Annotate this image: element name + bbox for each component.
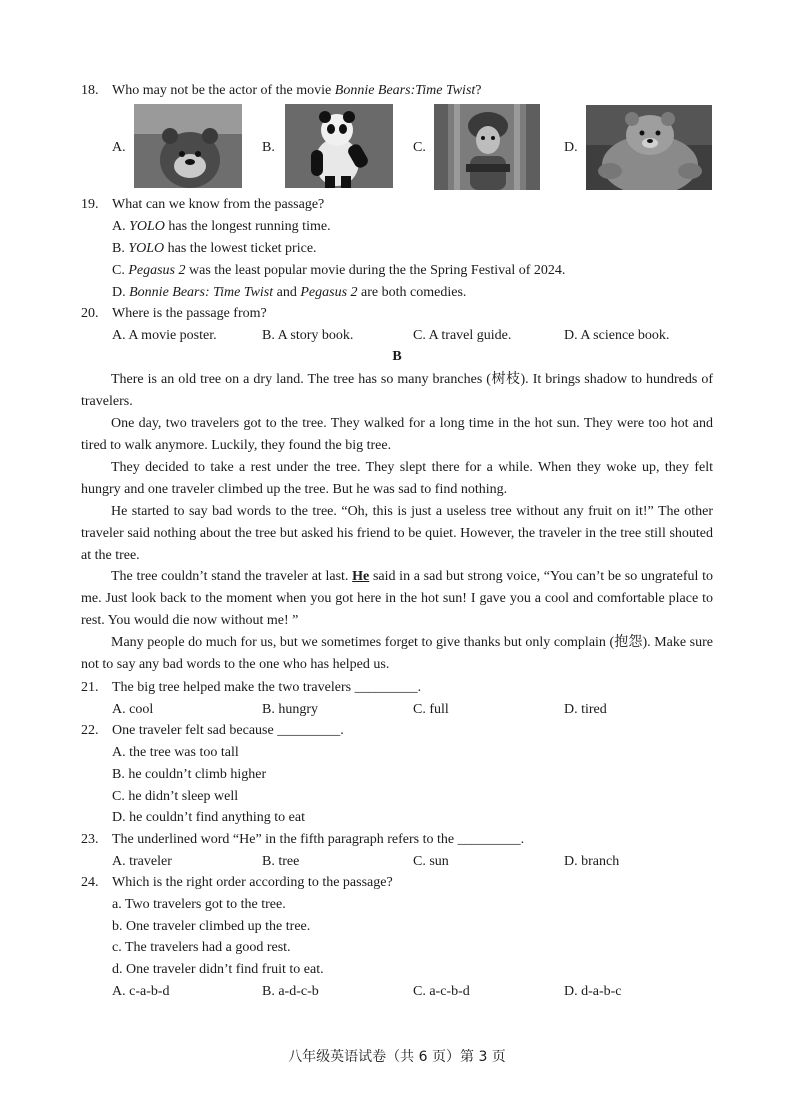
- question-text: Which is the right order according to the passage?: [112, 875, 393, 890]
- option-d: D. A science book.: [564, 328, 670, 343]
- option-a-label: A.: [112, 140, 126, 155]
- option-b: B. YOLO has the lowest ticket price.: [112, 241, 317, 256]
- option-a: A. traveler: [112, 854, 172, 869]
- question-text: The underlined word “He” in the fifth paragraph refers to the _________.: [112, 832, 525, 847]
- question-text: Where is the passage from?: [112, 306, 267, 321]
- option-c: C. A travel guide.: [413, 328, 512, 343]
- page-footer: 八年级英语试卷（共 6 页）第 3 页: [288, 1049, 506, 1065]
- option-a: A. A movie poster.: [112, 328, 217, 343]
- question-text: What can we know from the passage?: [112, 197, 325, 212]
- passage-paragraph-2: One day, two travelers got to the tree. They walked for a long time in the hot sun. They were too hot and tired to walk anymore. Luckily, they found the big tree.: [81, 416, 713, 453]
- option-c: C. sun: [413, 854, 449, 869]
- passage-paragraph-6: Many people do much for us, but we sometimes forget to give thanks but only complain (抱怨). Make sure not to say any bad words to the one who has helped us.: [81, 635, 713, 672]
- option-a: A. the tree was too tall: [112, 745, 239, 760]
- panda-character-image: [285, 104, 393, 188]
- option-d: D. branch: [564, 854, 620, 869]
- passage-paragraph-1: There is an old tree on a dry land. The tree has so many branches (树枝). It brings shadow to hundreds of travelers.: [81, 372, 713, 409]
- question-number: 22.: [81, 723, 99, 738]
- option-d: D. d-a-b-c: [564, 984, 622, 999]
- big-bear-character-image: [586, 105, 712, 190]
- option-b: B. tree: [262, 854, 300, 869]
- passage-paragraph-4: He started to say bad words to the tree. “Oh, this is just a useless tree without any fruit on it!” The other traveler said nothing about the tree but asked his friend to be quiet. However, the traveler in the tree still shouted at the tree.: [81, 504, 713, 563]
- section-heading: B: [392, 349, 402, 364]
- question-text: The big tree helped make the two travelers _________.: [112, 680, 422, 695]
- order-item-c: c. The travelers had a good rest.: [112, 940, 291, 955]
- order-item-b: b. One traveler climbed up the tree.: [112, 919, 311, 934]
- passage-paragraph-3: They decided to take a rest under the tree. They slept there for a while. When they woke up, they felt hungry and one traveler climbed up the tree. But he was sad to find nothing.: [81, 460, 713, 497]
- question-number: 19.: [81, 197, 99, 212]
- question-number: 18.: [81, 83, 99, 98]
- question-number: 20.: [81, 306, 99, 321]
- option-d-label: D.: [564, 140, 578, 155]
- passage-paragraph-5: The tree couldn’t stand the traveler at last. He said in a sad but strong voice, “You can’t be so ungrateful to me. Just look back to the moment when you got here in the hot sun! I gave you a cool and comfortable place to rest. You would die now without me! ”: [81, 569, 714, 628]
- option-d: D. Bonnie Bears: Time Twist and Pegasus 2 are both comedies.: [112, 285, 467, 300]
- woman-character-image: [434, 104, 540, 190]
- option-c: C. he didn’t sleep well: [112, 789, 239, 804]
- order-item-a: a. Two travelers got to the tree.: [112, 897, 286, 912]
- option-b: B. hungry: [262, 702, 318, 717]
- option-b-label: B.: [262, 140, 275, 155]
- option-b: B. he couldn’t climb higher: [112, 767, 267, 782]
- option-a: A. YOLO has the longest running time.: [112, 219, 331, 234]
- option-a: A. c-a-b-d: [112, 984, 170, 999]
- option-a: A. cool: [112, 702, 154, 717]
- option-c: C. a-c-b-d: [413, 984, 470, 999]
- question-number: 24.: [81, 875, 99, 890]
- question-number: 23.: [81, 832, 99, 847]
- question-number: 21.: [81, 680, 99, 695]
- question-text: Who may not be the actor of the movie Bonnie Bears:Time Twist?: [112, 83, 482, 98]
- underlined-word: He: [352, 569, 370, 584]
- order-item-d: d. One traveler didn’t find fruit to eat.: [112, 962, 324, 977]
- option-b: B. A story book.: [262, 328, 354, 343]
- option-b: B. a-d-c-b: [262, 984, 319, 999]
- option-c-label: C.: [413, 140, 426, 155]
- question-text: One traveler felt sad because _________.: [112, 723, 344, 738]
- option-c: C. full: [413, 702, 449, 717]
- option-d: D. he couldn’t find anything to eat: [112, 810, 305, 825]
- option-c: C. Pegasus 2 was the least popular movie during the the Spring Festival of 2024.: [112, 263, 566, 278]
- bear-character-image: [134, 104, 242, 188]
- option-d: D. tired: [564, 702, 607, 717]
